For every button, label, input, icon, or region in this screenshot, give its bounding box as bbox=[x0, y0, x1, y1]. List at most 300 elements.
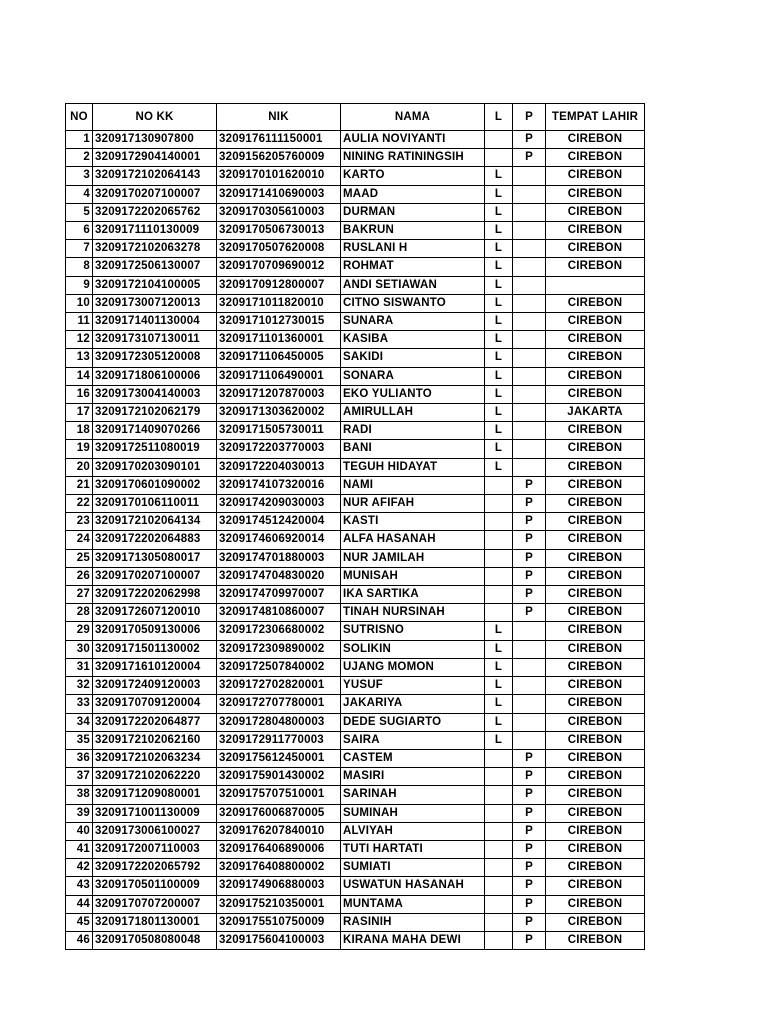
cell-p bbox=[513, 677, 546, 695]
table-row bbox=[66, 822, 645, 840]
cell-no-kk: 3209172202065792 bbox=[93, 859, 217, 877]
cell-no-kk: 3209173107130011 bbox=[93, 331, 217, 349]
cell-l bbox=[485, 495, 513, 513]
cell-nik: 3209172204030013 bbox=[217, 458, 341, 476]
table-row bbox=[66, 367, 645, 385]
cell-no-kk: 3209172102062160 bbox=[93, 731, 217, 749]
cell-nik: 3209170506730013 bbox=[217, 222, 341, 240]
cell-no: 46 bbox=[66, 931, 93, 949]
cell-nik: 3209174810860007 bbox=[217, 604, 341, 622]
cell-no: 1 bbox=[66, 131, 93, 149]
cell-p: P bbox=[513, 513, 546, 531]
cell-nik: 3209174209030003 bbox=[217, 495, 341, 513]
cell-l bbox=[485, 877, 513, 895]
cell-l bbox=[485, 931, 513, 949]
cell-no: 43 bbox=[66, 877, 93, 895]
cell-nama: SOLIKIN bbox=[341, 640, 485, 658]
cell-no: 10 bbox=[66, 294, 93, 312]
cell-no: 37 bbox=[66, 768, 93, 786]
cell-l bbox=[485, 513, 513, 531]
cell-l: L bbox=[485, 167, 513, 185]
cell-no: 20 bbox=[66, 458, 93, 476]
cell-p: P bbox=[513, 786, 546, 804]
cell-no-kk: 3209172104100005 bbox=[93, 276, 217, 294]
cell-tempat-lahir: CIREBON bbox=[546, 731, 645, 749]
cell-no: 3 bbox=[66, 167, 93, 185]
cell-no: 22 bbox=[66, 495, 93, 513]
cell-p bbox=[513, 731, 546, 749]
cell-l bbox=[485, 567, 513, 585]
cell-tempat-lahir bbox=[546, 276, 645, 294]
cell-no-kk: 3209172904140001 bbox=[93, 149, 217, 167]
table-row bbox=[66, 258, 645, 276]
table-row bbox=[66, 931, 645, 949]
header-no-kk: NO KK bbox=[93, 104, 217, 131]
cell-nama: DEDE SUGIARTO bbox=[341, 713, 485, 731]
cell-no-kk: 3209170509130006 bbox=[93, 622, 217, 640]
cell-p bbox=[513, 622, 546, 640]
cell-no: 44 bbox=[66, 895, 93, 913]
cell-tempat-lahir: CIREBON bbox=[546, 149, 645, 167]
cell-tempat-lahir: CIREBON bbox=[546, 458, 645, 476]
cell-p: P bbox=[513, 531, 546, 549]
cell-nik: 3209175210350001 bbox=[217, 895, 341, 913]
cell-nik: 3209171207870003 bbox=[217, 385, 341, 403]
table-row bbox=[66, 458, 645, 476]
cell-tempat-lahir: CIREBON bbox=[546, 331, 645, 349]
cell-no-kk: 3209172102063278 bbox=[93, 240, 217, 258]
cell-no: 12 bbox=[66, 331, 93, 349]
cell-nik: 3209175604100003 bbox=[217, 931, 341, 949]
cell-no-kk: 3209172202064877 bbox=[93, 713, 217, 731]
cell-no: 4 bbox=[66, 185, 93, 203]
cell-no: 39 bbox=[66, 804, 93, 822]
cell-no-kk: 3209172102064134 bbox=[93, 513, 217, 531]
cell-l: L bbox=[485, 422, 513, 440]
cell-no: 26 bbox=[66, 567, 93, 585]
cell-nama: EKO YULIANTO bbox=[341, 385, 485, 403]
cell-p: P bbox=[513, 895, 546, 913]
cell-tempat-lahir: CIREBON bbox=[546, 768, 645, 786]
table-row bbox=[66, 567, 645, 585]
cell-p: P bbox=[513, 567, 546, 585]
cell-l: L bbox=[485, 185, 513, 203]
header-p: P bbox=[513, 104, 546, 131]
cell-p bbox=[513, 167, 546, 185]
cell-nama: IKA SARTIKA bbox=[341, 586, 485, 604]
cell-tempat-lahir: CIREBON bbox=[546, 658, 645, 676]
table-row bbox=[66, 604, 645, 622]
cell-no: 36 bbox=[66, 749, 93, 767]
cell-l: L bbox=[485, 458, 513, 476]
cell-nama: KASTI bbox=[341, 513, 485, 531]
cell-nik: 3209172702820001 bbox=[217, 677, 341, 695]
table-row bbox=[66, 531, 645, 549]
header-nik: NIK bbox=[217, 104, 341, 131]
cell-no-kk: 3209170501100009 bbox=[93, 877, 217, 895]
cell-no: 11 bbox=[66, 313, 93, 331]
cell-nama: AMIRULLAH bbox=[341, 404, 485, 422]
cell-p bbox=[513, 404, 546, 422]
table-header bbox=[66, 104, 645, 131]
cell-nik: 3209156205760009 bbox=[217, 149, 341, 167]
cell-l: L bbox=[485, 440, 513, 458]
cell-nama: ALVIYAH bbox=[341, 822, 485, 840]
cell-no-kk: 3209172102063234 bbox=[93, 749, 217, 767]
cell-l: L bbox=[485, 276, 513, 294]
table-row bbox=[66, 222, 645, 240]
cell-p bbox=[513, 258, 546, 276]
cell-l bbox=[485, 913, 513, 931]
cell-tempat-lahir: CIREBON bbox=[546, 203, 645, 221]
cell-no-kk: 3209170106110011 bbox=[93, 495, 217, 513]
cell-no-kk: 3209172409120003 bbox=[93, 677, 217, 695]
cell-tempat-lahir: CIREBON bbox=[546, 240, 645, 258]
table-row bbox=[66, 385, 645, 403]
cell-tempat-lahir: CIREBON bbox=[546, 677, 645, 695]
table-row bbox=[66, 240, 645, 258]
cell-tempat-lahir: JAKARTA bbox=[546, 404, 645, 422]
cell-l bbox=[485, 895, 513, 913]
cell-nama: UJANG MOMON bbox=[341, 658, 485, 676]
cell-nama: SAKIDI bbox=[341, 349, 485, 367]
table-row bbox=[66, 731, 645, 749]
header-l: L bbox=[485, 104, 513, 131]
cell-l: L bbox=[485, 622, 513, 640]
cell-no-kk: 3209171401130004 bbox=[93, 313, 217, 331]
cell-no-kk: 3209170207100007 bbox=[93, 567, 217, 585]
cell-p: P bbox=[513, 913, 546, 931]
cell-nik: 3209174906880003 bbox=[217, 877, 341, 895]
cell-p: P bbox=[513, 931, 546, 949]
cell-tempat-lahir: CIREBON bbox=[546, 222, 645, 240]
cell-nik: 3209172203770003 bbox=[217, 440, 341, 458]
cell-p: P bbox=[513, 549, 546, 567]
table-row bbox=[66, 131, 645, 149]
table-row bbox=[66, 404, 645, 422]
cell-nik: 3209172707780001 bbox=[217, 695, 341, 713]
table-row bbox=[66, 349, 645, 367]
cell-nik: 3209171505730011 bbox=[217, 422, 341, 440]
cell-l bbox=[485, 604, 513, 622]
cell-nik: 3209171101360001 bbox=[217, 331, 341, 349]
table-row bbox=[66, 859, 645, 877]
cell-no-kk: 3209172102062220 bbox=[93, 768, 217, 786]
cell-l: L bbox=[485, 695, 513, 713]
cell-no: 21 bbox=[66, 476, 93, 494]
table-row bbox=[66, 786, 645, 804]
table-row bbox=[66, 622, 645, 640]
cell-l bbox=[485, 822, 513, 840]
cell-p: P bbox=[513, 604, 546, 622]
cell-no: 30 bbox=[66, 640, 93, 658]
cell-nik: 3209171106450005 bbox=[217, 349, 341, 367]
cell-nik: 3209174512420004 bbox=[217, 513, 341, 531]
cell-tempat-lahir: CIREBON bbox=[546, 495, 645, 513]
cell-l: L bbox=[485, 349, 513, 367]
cell-l bbox=[485, 549, 513, 567]
cell-no-kk: 3209171409070266 bbox=[93, 422, 217, 440]
cell-l bbox=[485, 786, 513, 804]
table-row bbox=[66, 294, 645, 312]
cell-no: 13 bbox=[66, 349, 93, 367]
cell-no: 27 bbox=[66, 586, 93, 604]
cell-no: 18 bbox=[66, 422, 93, 440]
cell-nama: SUMINAH bbox=[341, 804, 485, 822]
cell-no-kk: 3209172607120010 bbox=[93, 604, 217, 622]
cell-no: 38 bbox=[66, 786, 93, 804]
cell-nik: 3209174606920014 bbox=[217, 531, 341, 549]
cell-nama: ALFA HASANAH bbox=[341, 531, 485, 549]
cell-nik: 3209175612450001 bbox=[217, 749, 341, 767]
cell-nik: 3209170507620008 bbox=[217, 240, 341, 258]
cell-p: P bbox=[513, 476, 546, 494]
cell-nama: MAAD bbox=[341, 185, 485, 203]
cell-nama: ANDI SETIAWAN bbox=[341, 276, 485, 294]
cell-no-kk: 3209170508080048 bbox=[93, 931, 217, 949]
table-body bbox=[66, 131, 645, 950]
cell-no-kk: 3209170707200007 bbox=[93, 895, 217, 913]
cell-no: 31 bbox=[66, 658, 93, 676]
cell-no: 34 bbox=[66, 713, 93, 731]
cell-no-kk: 3209170709120004 bbox=[93, 695, 217, 713]
cell-l bbox=[485, 149, 513, 167]
cell-tempat-lahir: CIREBON bbox=[546, 695, 645, 713]
cell-tempat-lahir: CIREBON bbox=[546, 313, 645, 331]
cell-l: L bbox=[485, 713, 513, 731]
cell-nik: 3209175510750009 bbox=[217, 913, 341, 931]
table-row bbox=[66, 695, 645, 713]
cell-no: 29 bbox=[66, 622, 93, 640]
cell-no: 28 bbox=[66, 604, 93, 622]
cell-no-kk: 320917130907800 bbox=[93, 131, 217, 149]
cell-nama: SUNARA bbox=[341, 313, 485, 331]
cell-p bbox=[513, 294, 546, 312]
cell-p bbox=[513, 658, 546, 676]
cell-p bbox=[513, 440, 546, 458]
cell-nama: TINAH NURSINAH bbox=[341, 604, 485, 622]
cell-tempat-lahir: CIREBON bbox=[546, 258, 645, 276]
cell-no: 24 bbox=[66, 531, 93, 549]
cell-tempat-lahir: CIREBON bbox=[546, 513, 645, 531]
cell-l: L bbox=[485, 203, 513, 221]
cell-nama: RUSLANI H bbox=[341, 240, 485, 258]
cell-no-kk: 3209173004140003 bbox=[93, 385, 217, 403]
cell-no: 35 bbox=[66, 731, 93, 749]
cell-no-kk: 3209170601090002 bbox=[93, 476, 217, 494]
cell-nik: 3209170912800007 bbox=[217, 276, 341, 294]
cell-no-kk: 3209172102064143 bbox=[93, 167, 217, 185]
cell-p bbox=[513, 640, 546, 658]
cell-p bbox=[513, 385, 546, 403]
table-row bbox=[66, 877, 645, 895]
table-row bbox=[66, 913, 645, 931]
cell-nama: TEGUH HIDAYAT bbox=[341, 458, 485, 476]
cell-no-kk: 3209172102062179 bbox=[93, 404, 217, 422]
cell-no: 8 bbox=[66, 258, 93, 276]
cell-nama: CASTEM bbox=[341, 749, 485, 767]
cell-p bbox=[513, 349, 546, 367]
cell-no-kk: 3209172511080019 bbox=[93, 440, 217, 458]
table-row bbox=[66, 440, 645, 458]
cell-no-kk: 3209171801130001 bbox=[93, 913, 217, 931]
cell-tempat-lahir: CIREBON bbox=[546, 131, 645, 149]
cell-p bbox=[513, 276, 546, 294]
cell-nik: 3209176207840010 bbox=[217, 822, 341, 840]
cell-tempat-lahir: CIREBON bbox=[546, 804, 645, 822]
table-row bbox=[66, 495, 645, 513]
cell-no: 9 bbox=[66, 276, 93, 294]
cell-no: 41 bbox=[66, 840, 93, 858]
cell-no: 33 bbox=[66, 695, 93, 713]
cell-nama: NUR AFIFAH bbox=[341, 495, 485, 513]
cell-l bbox=[485, 859, 513, 877]
header-row bbox=[66, 104, 645, 131]
table-row bbox=[66, 768, 645, 786]
cell-no: 5 bbox=[66, 203, 93, 221]
cell-nama: SONARA bbox=[341, 367, 485, 385]
cell-no: 14 bbox=[66, 367, 93, 385]
cell-nik: 3209171011820010 bbox=[217, 294, 341, 312]
cell-nik: 3209176408800002 bbox=[217, 859, 341, 877]
cell-p bbox=[513, 713, 546, 731]
cell-tempat-lahir: CIREBON bbox=[546, 422, 645, 440]
cell-nama: YUSUF bbox=[341, 677, 485, 695]
cell-p: P bbox=[513, 131, 546, 149]
cell-no: 45 bbox=[66, 913, 93, 931]
cell-nama: USWATUN HASANAH bbox=[341, 877, 485, 895]
cell-no-kk: 3209171209080001 bbox=[93, 786, 217, 804]
cell-no-kk: 3209172506130007 bbox=[93, 258, 217, 276]
cell-nik: 3209170305610003 bbox=[217, 203, 341, 221]
table-row bbox=[66, 640, 645, 658]
cell-p bbox=[513, 367, 546, 385]
cell-l bbox=[485, 476, 513, 494]
cell-tempat-lahir: CIREBON bbox=[546, 167, 645, 185]
cell-l bbox=[485, 840, 513, 858]
cell-p: P bbox=[513, 859, 546, 877]
table-row bbox=[66, 149, 645, 167]
cell-no: 40 bbox=[66, 822, 93, 840]
table-row bbox=[66, 677, 645, 695]
cell-tempat-lahir: CIREBON bbox=[546, 367, 645, 385]
cell-nama: CITNO SISWANTO bbox=[341, 294, 485, 312]
cell-no-kk: 3209172202062998 bbox=[93, 586, 217, 604]
cell-nik: 3209172507840002 bbox=[217, 658, 341, 676]
cell-nik: 3209176406890006 bbox=[217, 840, 341, 858]
cell-tempat-lahir: CIREBON bbox=[546, 349, 645, 367]
resident-table bbox=[65, 103, 645, 950]
cell-l bbox=[485, 804, 513, 822]
cell-tempat-lahir: CIREBON bbox=[546, 476, 645, 494]
cell-p bbox=[513, 695, 546, 713]
cell-no: 2 bbox=[66, 149, 93, 167]
cell-p: P bbox=[513, 804, 546, 822]
table-row bbox=[66, 658, 645, 676]
cell-tempat-lahir: CIREBON bbox=[546, 786, 645, 804]
cell-nik: 3209170709690012 bbox=[217, 258, 341, 276]
cell-p bbox=[513, 331, 546, 349]
cell-no-kk: 3209172305120008 bbox=[93, 349, 217, 367]
cell-nik: 3209172804800003 bbox=[217, 713, 341, 731]
cell-nama: KARTO bbox=[341, 167, 485, 185]
cell-nik: 3209174107320016 bbox=[217, 476, 341, 494]
cell-nik: 3209172306680002 bbox=[217, 622, 341, 640]
cell-l: L bbox=[485, 222, 513, 240]
cell-tempat-lahir: CIREBON bbox=[546, 913, 645, 931]
cell-nik: 3209174701880003 bbox=[217, 549, 341, 567]
cell-p bbox=[513, 422, 546, 440]
cell-tempat-lahir: CIREBON bbox=[546, 859, 645, 877]
cell-l: L bbox=[485, 731, 513, 749]
cell-l: L bbox=[485, 367, 513, 385]
cell-nik: 3209171303620002 bbox=[217, 404, 341, 422]
cell-p: P bbox=[513, 149, 546, 167]
cell-no-kk: 3209171501130002 bbox=[93, 640, 217, 658]
cell-nik: 3209174709970007 bbox=[217, 586, 341, 604]
cell-nik: 3209174704830020 bbox=[217, 567, 341, 585]
cell-no-kk: 3209172202064883 bbox=[93, 531, 217, 549]
cell-nik: 3209171106490001 bbox=[217, 367, 341, 385]
cell-tempat-lahir: CIREBON bbox=[546, 440, 645, 458]
header-nama: NAMA bbox=[341, 104, 485, 131]
table-row bbox=[66, 804, 645, 822]
cell-nama: MUNISAH bbox=[341, 567, 485, 585]
table-row bbox=[66, 895, 645, 913]
cell-nama: AULIA NOVIYANTI bbox=[341, 131, 485, 149]
cell-l: L bbox=[485, 385, 513, 403]
cell-l: L bbox=[485, 677, 513, 695]
table-row bbox=[66, 422, 645, 440]
cell-l: L bbox=[485, 294, 513, 312]
cell-no-kk: 3209170207100007 bbox=[93, 185, 217, 203]
cell-no: 17 bbox=[66, 404, 93, 422]
cell-no: 16 bbox=[66, 385, 93, 403]
table-row bbox=[66, 203, 645, 221]
cell-tempat-lahir: CIREBON bbox=[546, 640, 645, 658]
cell-l: L bbox=[485, 240, 513, 258]
cell-nik: 3209175901430002 bbox=[217, 768, 341, 786]
cell-no-kk: 3209172202065762 bbox=[93, 203, 217, 221]
cell-nama: ROHMAT bbox=[341, 258, 485, 276]
cell-no-kk: 3209171806100006 bbox=[93, 367, 217, 385]
table-row bbox=[66, 713, 645, 731]
cell-tempat-lahir: CIREBON bbox=[546, 877, 645, 895]
cell-nama: KASIBA bbox=[341, 331, 485, 349]
cell-l: L bbox=[485, 658, 513, 676]
table-row bbox=[66, 476, 645, 494]
cell-l bbox=[485, 531, 513, 549]
cell-l bbox=[485, 131, 513, 149]
cell-nik: 3209176111150001 bbox=[217, 131, 341, 149]
cell-no: 7 bbox=[66, 240, 93, 258]
table-row bbox=[66, 586, 645, 604]
cell-tempat-lahir: CIREBON bbox=[546, 567, 645, 585]
cell-no: 32 bbox=[66, 677, 93, 695]
cell-no: 42 bbox=[66, 859, 93, 877]
cell-nik: 3209176006870005 bbox=[217, 804, 341, 822]
cell-tempat-lahir: CIREBON bbox=[546, 385, 645, 403]
cell-no-kk: 3209171305080017 bbox=[93, 549, 217, 567]
cell-p: P bbox=[513, 822, 546, 840]
cell-l bbox=[485, 586, 513, 604]
cell-tempat-lahir: CIREBON bbox=[546, 294, 645, 312]
cell-nik: 3209170101620010 bbox=[217, 167, 341, 185]
table-row bbox=[66, 167, 645, 185]
header-no: NO bbox=[66, 104, 93, 131]
cell-nama: RADI bbox=[341, 422, 485, 440]
cell-no-kk: 3209171110130009 bbox=[93, 222, 217, 240]
